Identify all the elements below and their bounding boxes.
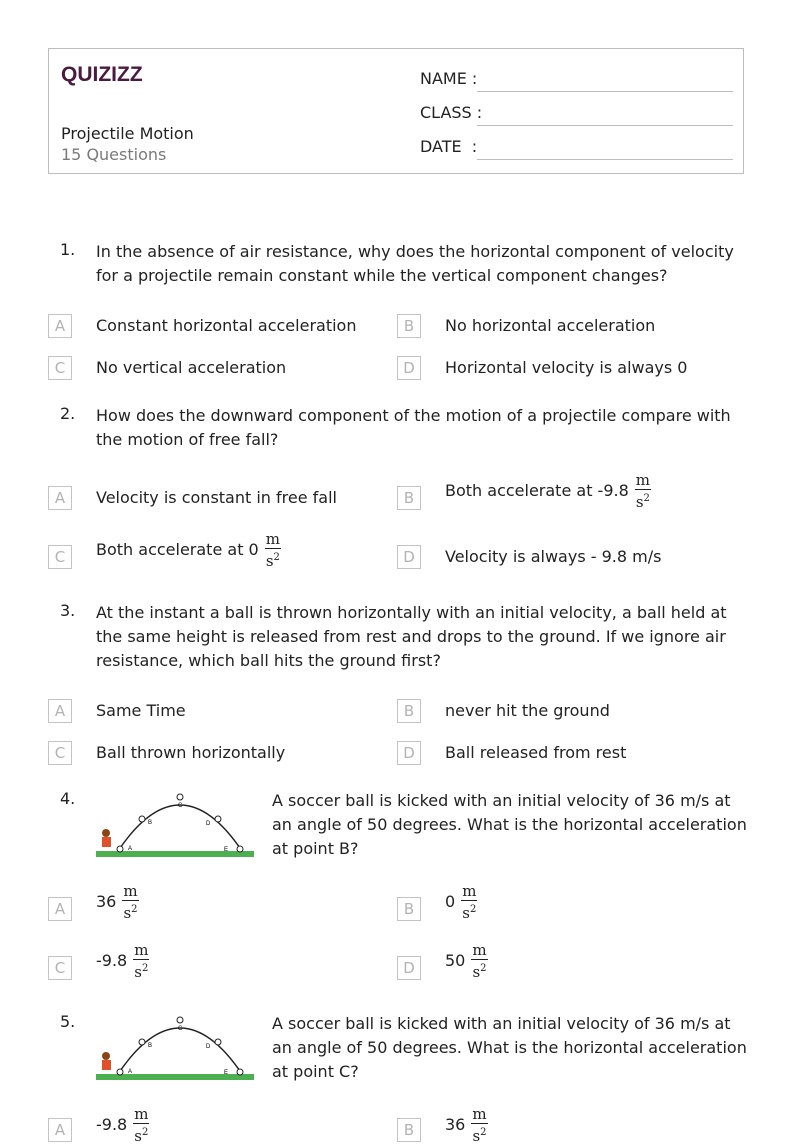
- option-letter: C: [48, 356, 72, 380]
- question-text: In the absence of air resistance, why does the horizontal component of velocity for a projectile remain constant while the vertical component changes?: [96, 242, 734, 285]
- ball-d: [215, 816, 221, 822]
- unit-denominator: [471, 960, 487, 981]
- option-text: [445, 942, 488, 981]
- unit-base: s: [134, 963, 142, 981]
- option-text: [96, 1106, 149, 1145]
- logo-text: QUIZIZZ: [61, 63, 143, 86]
- unit-denominator: [133, 960, 149, 981]
- ball-d: [215, 1039, 221, 1045]
- ball-b: [139, 1039, 145, 1045]
- option-letter: A: [48, 897, 72, 921]
- name-label: NAME :: [420, 69, 478, 88]
- unit-denominator: [133, 1124, 149, 1145]
- player-body: [102, 1060, 111, 1070]
- question-number: 3.: [60, 601, 76, 620]
- option-letter: A: [48, 486, 72, 510]
- ball-c: [177, 1017, 183, 1023]
- question-text: A soccer ball is kicked with an initial velocity of 36 m/s at an angle of 50 degrees. What is the horizontal acceleration at point B?: [272, 791, 747, 858]
- option-letter: B: [397, 486, 421, 510]
- option-letter: D: [397, 545, 421, 569]
- option-text: No vertical acceleration: [96, 358, 287, 377]
- option-letter: C: [48, 956, 72, 980]
- class-line[interactable]: [477, 125, 733, 126]
- option-letter: A: [48, 699, 72, 723]
- question-number: 1.: [60, 240, 76, 259]
- question-number: 2.: [60, 404, 76, 423]
- option-label: 36: [445, 1115, 466, 1134]
- unit-numerator: m: [134, 1105, 149, 1123]
- option-letter: C: [48, 545, 72, 569]
- unit-base: s: [472, 963, 481, 981]
- option-label: 0: [445, 892, 456, 911]
- option-letter: A: [48, 314, 72, 338]
- option-text: Ball released from rest: [445, 743, 627, 762]
- point-label-e: E: [224, 847, 229, 853]
- unit-exponent: 2: [480, 1127, 487, 1138]
- trajectory-arc: [118, 1028, 242, 1074]
- option-text: [445, 1106, 488, 1145]
- option-letter: B: [397, 314, 421, 338]
- unit-exponent: 2: [469, 904, 477, 915]
- unit-fraction: [133, 942, 149, 981]
- point-label-c: C: [178, 803, 183, 809]
- unit-numerator: m: [472, 1105, 487, 1123]
- option-text: [96, 531, 281, 570]
- unit-base: s: [635, 493, 644, 511]
- unit-fraction: [265, 531, 281, 570]
- option-letter: B: [397, 897, 421, 921]
- option-text: Velocity is constant in free fall: [96, 488, 337, 507]
- unit-fraction: [122, 883, 138, 922]
- point-label-b: B: [148, 820, 153, 826]
- question-text: How does the downward component of the motion of a projectile compare with the motion of free fall?: [96, 406, 731, 449]
- soccer-trajectory-diagram: [96, 789, 256, 857]
- unit-exponent: 2: [142, 963, 149, 974]
- unit-numerator: m: [134, 941, 149, 959]
- option-text: [96, 942, 149, 981]
- question-count: 15 Questions: [61, 145, 167, 164]
- unit-exponent: 2: [273, 552, 280, 563]
- option-letter: A: [48, 1118, 72, 1142]
- option-text: Constant horizontal acceleration: [96, 316, 357, 335]
- name-line[interactable]: [477, 91, 733, 92]
- option-label: 50: [445, 951, 466, 970]
- option-text: Ball thrown horizontally: [96, 743, 286, 762]
- option-text: never hit the ground: [445, 701, 610, 720]
- unit-numerator: m: [472, 941, 487, 959]
- option-label: 36: [96, 892, 117, 911]
- option-label: -9.8: [96, 1115, 128, 1134]
- unit-denominator: [265, 549, 281, 570]
- question-text: At the instant a ball is thrown horizontally with an initial velocity, a ball held at the same height is released from rest and drops to the ground. If we ignore air resistance, which ball hits the ground first?: [96, 603, 727, 670]
- unit-numerator: m: [635, 471, 650, 489]
- unit-fraction: [471, 1106, 487, 1145]
- player-body: [102, 837, 111, 847]
- unit-base: s: [462, 904, 470, 922]
- unit-fraction: [133, 1106, 149, 1145]
- unit-base: s: [123, 904, 132, 922]
- player-head: [102, 829, 110, 837]
- ball-a: [117, 1069, 123, 1075]
- unit-numerator: m: [462, 882, 477, 900]
- ball-b: [139, 816, 145, 822]
- option-letter: B: [397, 699, 421, 723]
- unit-denominator: [635, 490, 651, 511]
- unit-denominator: [122, 901, 138, 922]
- point-label-e: E: [224, 1070, 229, 1076]
- ball-c: [177, 794, 183, 800]
- class-label: CLASS :: [420, 103, 483, 122]
- question-text: A soccer ball is kicked with an initial velocity of 36 m/s at an angle of 50 degrees. What is the horizontal acceleration at point C?: [272, 1014, 747, 1081]
- option-text: [96, 883, 139, 922]
- trajectory-arc: [118, 805, 242, 851]
- unit-exponent: 2: [142, 1127, 149, 1138]
- option-label: Both accelerate at -9.8: [445, 481, 629, 500]
- date-label: DATE :: [420, 137, 478, 156]
- question-number: 4.: [60, 789, 76, 808]
- soccer-trajectory-diagram: [96, 1012, 256, 1080]
- unit-base: s: [134, 1127, 142, 1145]
- unit-numerator: m: [265, 530, 280, 548]
- option-letter: D: [397, 356, 421, 380]
- option-letter: D: [397, 741, 421, 765]
- unit-denominator: [471, 1124, 487, 1145]
- quizizz-logo: [61, 59, 153, 87]
- player-head: [102, 1052, 110, 1060]
- point-label-c: C: [178, 1026, 183, 1032]
- option-label: -9.8: [96, 951, 128, 970]
- unit-fraction: [471, 942, 487, 981]
- unit-numerator: m: [123, 882, 138, 900]
- option-text: Horizontal velocity is always 0: [445, 358, 688, 377]
- option-text: [445, 472, 651, 511]
- question-number: 5.: [60, 1012, 76, 1031]
- option-letter: C: [48, 741, 72, 765]
- option-text: Velocity is always - 9.8 m/s: [445, 547, 662, 566]
- worksheet-header: [48, 48, 744, 174]
- unit-denominator: [461, 901, 477, 922]
- unit-base: s: [265, 552, 274, 570]
- option-text: Same Time: [96, 701, 186, 720]
- ball-e: [237, 1069, 243, 1075]
- unit-exponent: 2: [480, 963, 487, 974]
- worksheet-title: Projectile Motion: [61, 124, 194, 143]
- point-label-a: A: [128, 846, 133, 852]
- option-text: [445, 883, 477, 922]
- point-label-d: D: [206, 821, 211, 827]
- option-letter: D: [397, 956, 421, 980]
- unit-exponent: 2: [131, 904, 138, 915]
- unit-base: s: [472, 1127, 481, 1145]
- ball-a: [117, 846, 123, 852]
- unit-fraction: [461, 883, 477, 922]
- option-label: Both accelerate at 0: [96, 540, 259, 559]
- date-line[interactable]: [477, 159, 733, 160]
- point-label-d: D: [206, 1044, 211, 1050]
- unit-exponent: 2: [643, 493, 650, 504]
- point-label-a: A: [128, 1069, 133, 1075]
- unit-fraction: [635, 472, 651, 511]
- option-text: No horizontal acceleration: [445, 316, 656, 335]
- option-letter: B: [397, 1118, 421, 1142]
- ball-e: [237, 846, 243, 852]
- point-label-b: B: [148, 1043, 153, 1049]
